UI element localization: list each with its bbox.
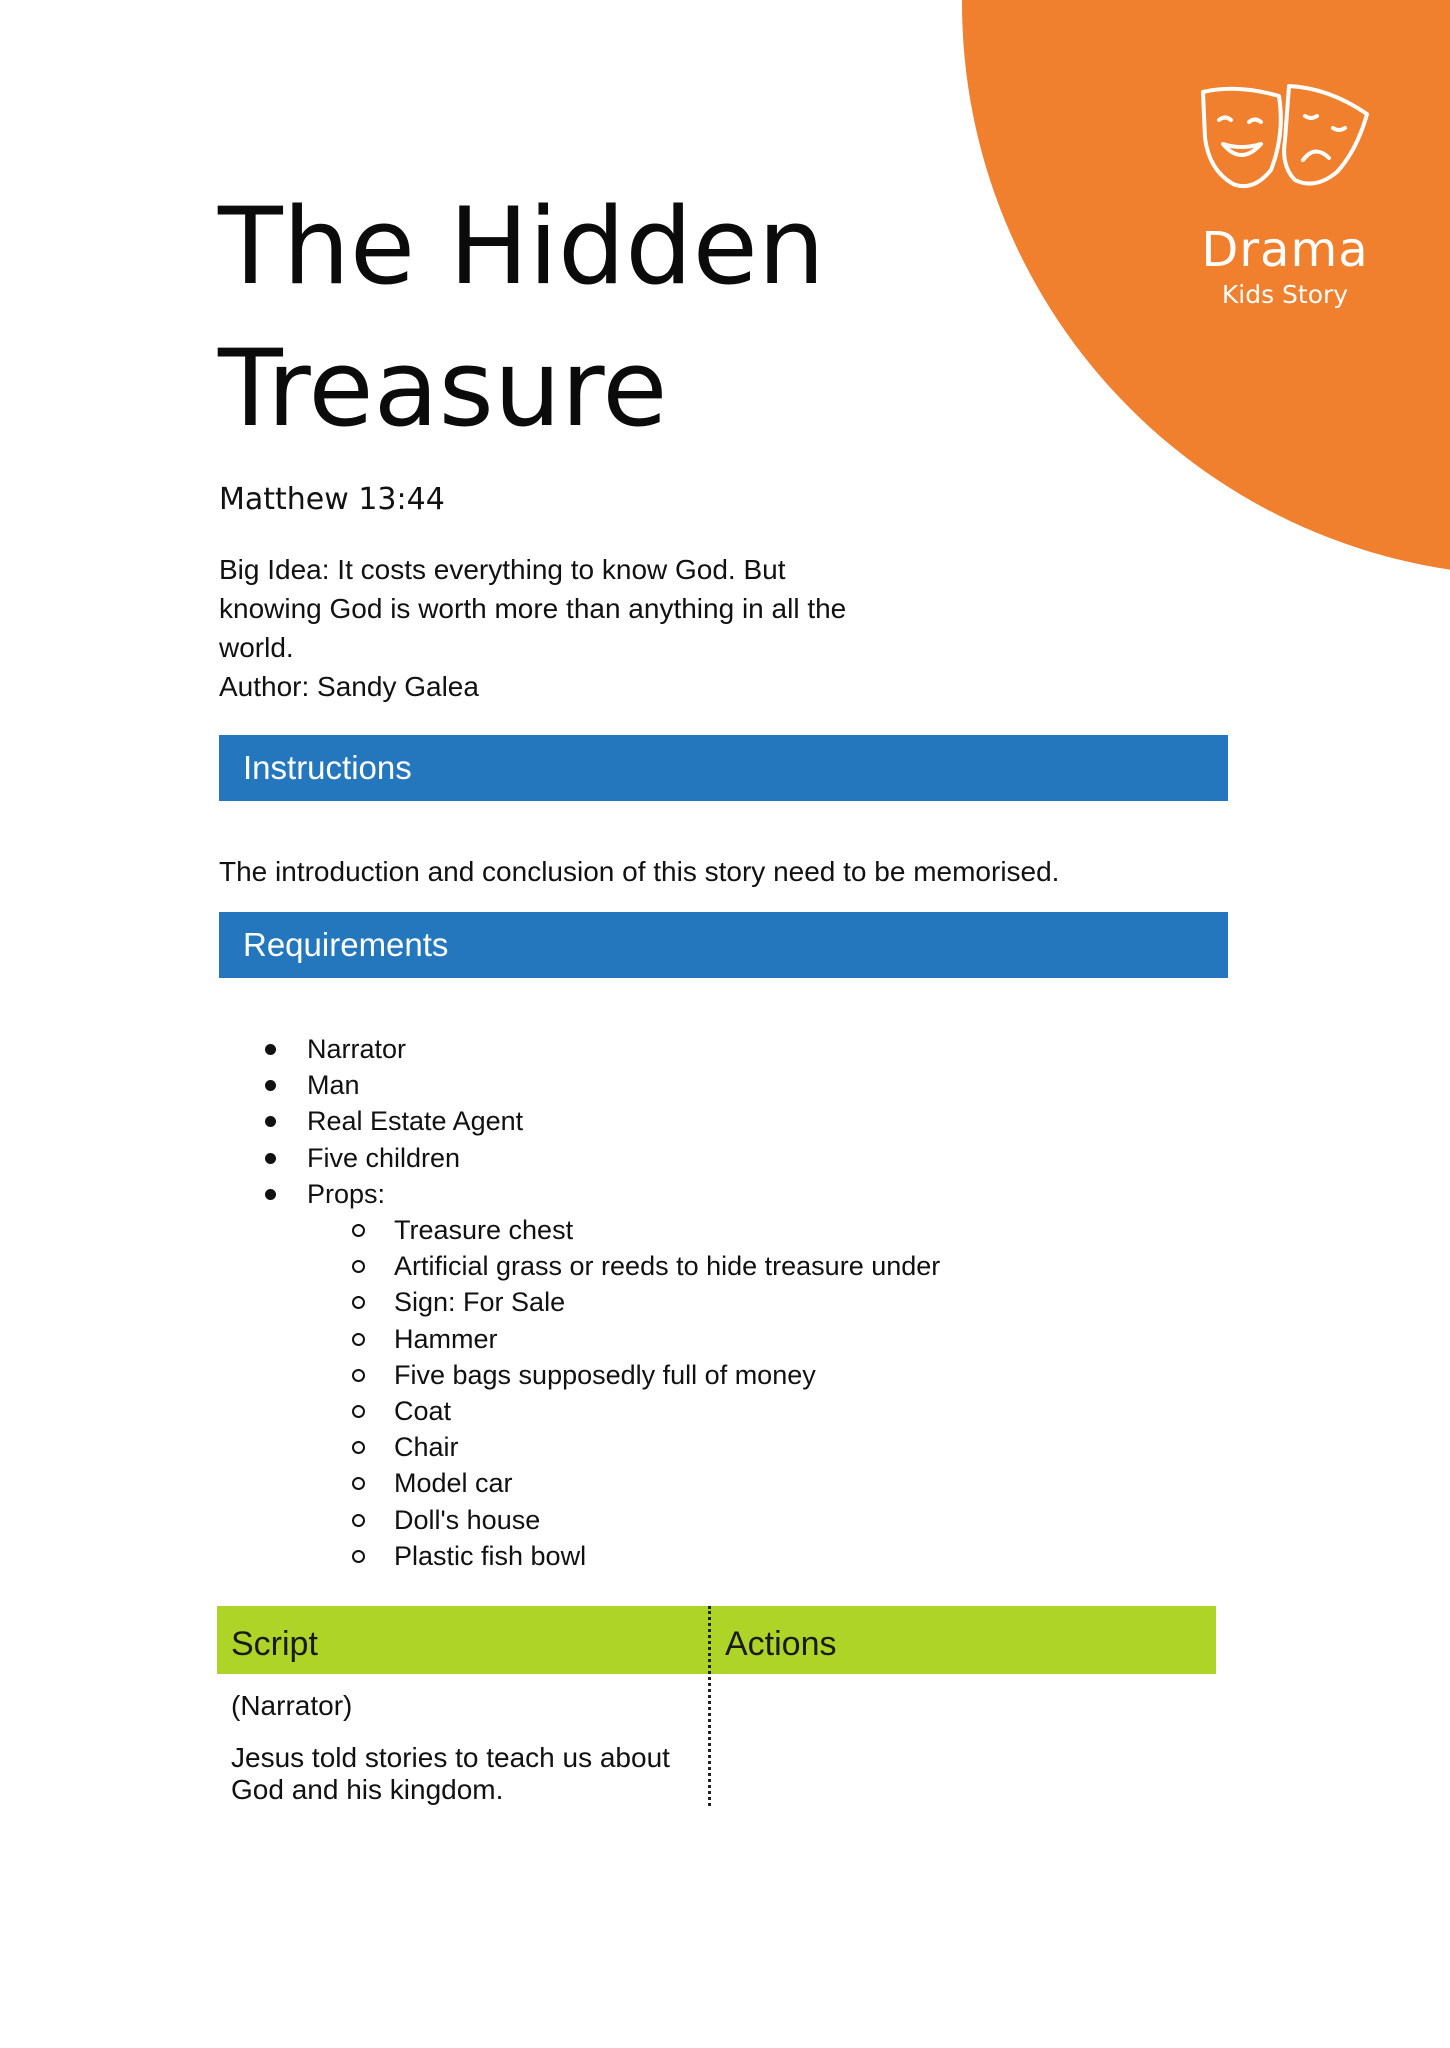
page-title — [218, 176, 918, 460]
script-table-header — [217, 1606, 1216, 1674]
script-column-header: Script — [231, 1625, 318, 1663]
list-item: Man — [219, 1067, 940, 1103]
list-item: Narrator — [219, 1031, 940, 1067]
script-line-2: God and his kingdom. — [231, 1774, 504, 1805]
list-item: Five children — [219, 1140, 940, 1176]
prop-item: Hammer — [219, 1321, 940, 1357]
script-line-1: Jesus told stories to teach us about — [231, 1742, 670, 1773]
actions-column-header: Actions — [725, 1625, 837, 1663]
speaker-label: (Narrator) — [231, 1690, 353, 1721]
prop-item: Doll's house — [219, 1502, 940, 1538]
instructions-text: The introduction and conclusion of this story need to be memorised. — [219, 856, 1060, 887]
prop-item: Artificial grass or reeds to hide treasure under — [219, 1248, 940, 1284]
prop-item: Five bags supposedly full of money — [219, 1357, 940, 1393]
column-divider — [708, 1606, 711, 1806]
prop-item: Plastic fish bowl — [219, 1538, 940, 1574]
prop-item: Sign: For Sale — [219, 1284, 940, 1320]
big-idea-line-1: Big Idea: It costs everything to know God. But — [219, 554, 786, 585]
big-idea-line-3: world. — [219, 632, 294, 663]
requirements-heading: Requirements — [219, 912, 1228, 978]
instructions-heading: Instructions — [219, 735, 1228, 801]
script-cell — [231, 1690, 691, 1806]
badge-subtitle: Kids Story — [1221, 280, 1349, 309]
prop-item: Model car — [219, 1465, 940, 1501]
badge-title: Drama — [1201, 222, 1369, 278]
big-idea-line-2: knowing God is worth more than anything in all the — [219, 593, 847, 624]
title-line-2: Treasure — [218, 327, 668, 450]
prop-item: Chair — [219, 1429, 940, 1465]
requirements-list — [219, 1031, 940, 1574]
drama-badge — [1160, 84, 1410, 310]
theatre-masks-icon — [1197, 84, 1373, 214]
intro-block — [219, 550, 949, 706]
author-line: Author: Sandy Galea — [219, 671, 479, 702]
list-item: Real Estate Agent — [219, 1103, 940, 1139]
prop-item: Treasure chest — [219, 1212, 940, 1248]
props-label: Props: — [219, 1176, 940, 1212]
scripture-reference: Matthew 13:44 — [219, 482, 445, 517]
prop-item: Coat — [219, 1393, 940, 1429]
title-line-1: The Hidden — [218, 185, 825, 308]
